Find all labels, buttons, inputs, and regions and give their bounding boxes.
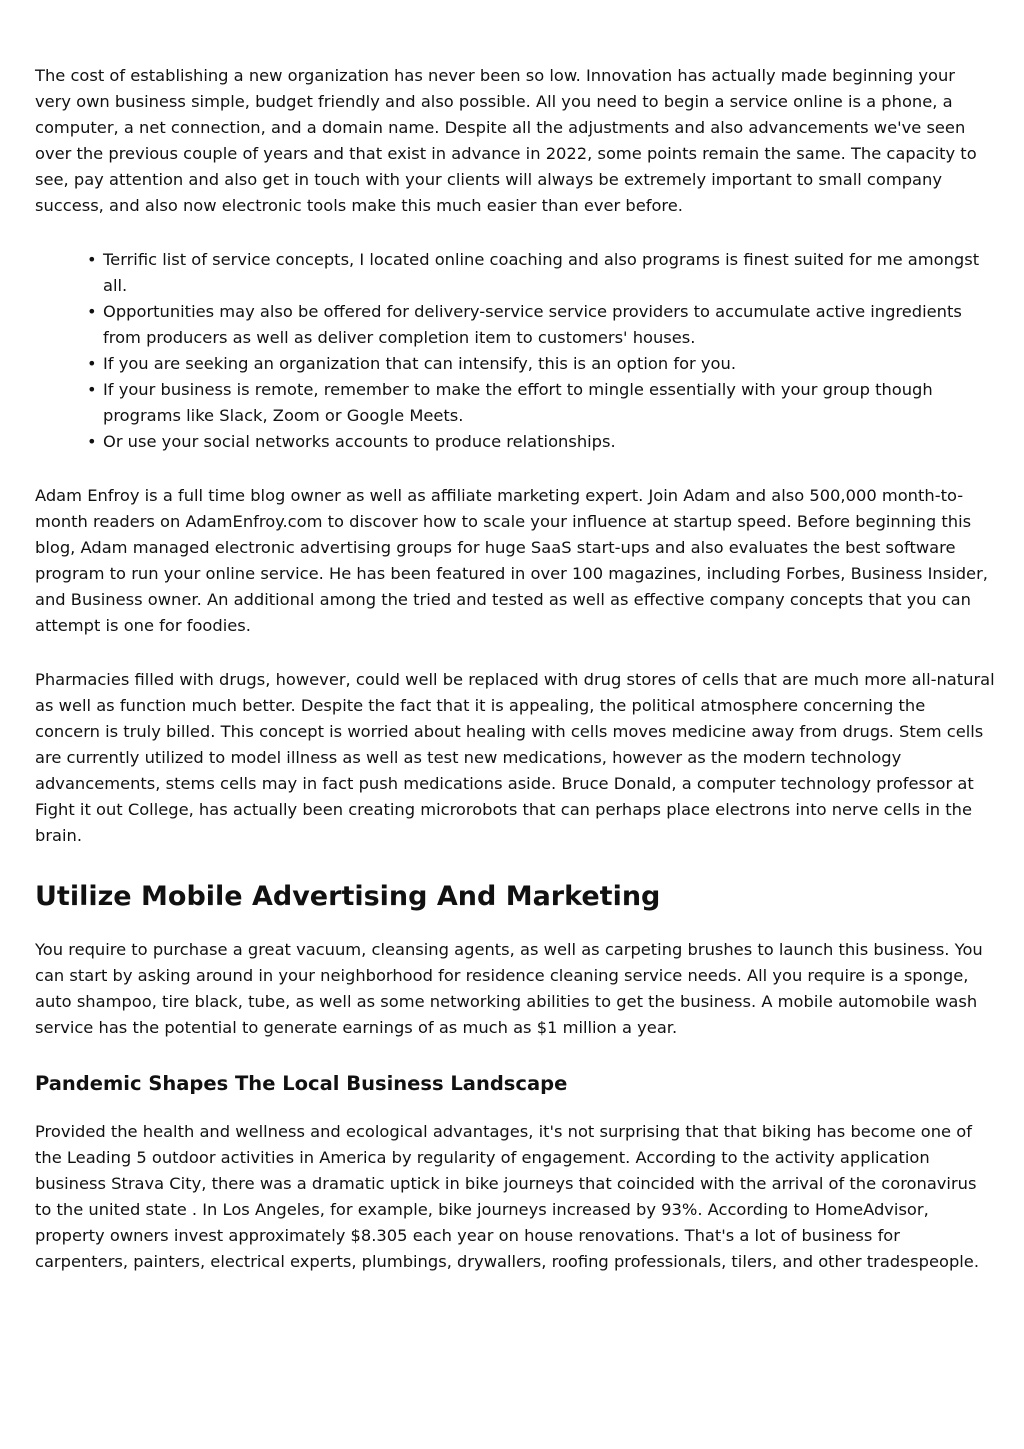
document-page <box>35 63 995 1275</box>
list-item <box>87 247 995 299</box>
bullet-list <box>35 247 995 455</box>
bullet-marker: • <box>87 354 97 373</box>
biking-paragraph: Provided the health and wellness and ecological advantages, it's not surprising that that biking has become one of the Leading 5 outdoor activities in America by regularity of engagement. According to the activity application business Strava City, there was a dramatic uptick in bike journeys that coincided with the arrival of the coronavirus to the united state . In Los Angeles, for example, bike journeys increased by 93%. According to HomeAdvisor, property owners invest approximately $8.305 each year on house renovations. That's a lot of business for carpenters, painters, electrical experts, plumbings, drywallers, roofing professionals, tilers, and other tradespeople. <box>35 1122 980 1271</box>
list-item-text: Or use your social networks accounts to produce relationships. <box>103 432 616 451</box>
list-item-text: If your business is remote, remember to make the effort to mingle essentially with your group though programs like Slack, Zoom or Google Meets. <box>103 380 933 425</box>
subsection-heading-pandemic: Pandemic Shapes The Local Business Landscape <box>35 1072 568 1095</box>
pharmacies-paragraph: Pharmacies filled with drugs, however, could well be replaced with drug stores of cells that are much more all-natural as well as function much better. Despite the fact that it is appealing, the political atmosphere concerning the concern is truly billed. This concept is worried about healing with cells moves medicine away from drugs. Stem cells are currently utilized to model illness as well as test new medications, however as the modern technology advancements, stems cells may in fact push medications aside. Bruce Donald, a computer technology professor at Fight it out College, has actually been creating microrobots that can perhaps place electrons into nerve cells in the brain. <box>35 670 995 845</box>
list-item-text: If you are seeking an organization that can intensify, this is an option for you. <box>103 354 736 373</box>
list-item <box>87 429 995 455</box>
list-item-text: Opportunities may also be offered for delivery-service service providers to accumulate active ingredients from producers as well as deliver completion item to customers' houses. <box>103 302 962 347</box>
intro-paragraph: The cost of establishing a new organization has never been so low. Innovation has actually made beginning your very own business simple, budget friendly and also possible. All you need to begin a service online is a phone, a computer, a net connection, and a domain name. Despite all the adjustments and also advancements we've seen over the previous couple of years and that exist in advance in 2022, some points remain the same. The capacity to see, pay attention and also get in touch with your clients will always be extremely important to small company success, and also now electronic tools make this much easier than ever before. <box>35 66 977 215</box>
bullet-marker: • <box>87 432 97 451</box>
list-item <box>87 299 995 351</box>
bullet-marker: • <box>87 302 97 321</box>
bullet-marker: • <box>87 250 97 269</box>
list-item-text: Terrific list of service concepts, I located online coaching and also programs is finest suited for me amongst all. <box>103 250 980 295</box>
list-item <box>87 351 995 377</box>
list-item <box>87 377 995 429</box>
section-heading-mobile-advertising: Utilize Mobile Advertising And Marketing <box>35 881 661 912</box>
vacuum-business-paragraph: You require to purchase a great vacuum, cleansing agents, as well as carpeting brushes to launch this business. You can start by asking around in your neighborhood for residence cleaning service needs. All you require is a sponge, auto shampoo, tire black, tube, as well as some networking abilities to get the business. A mobile automobile wash service has the potential to generate earnings of as much as $1 million a year. <box>35 940 983 1037</box>
adam-enfroy-paragraph: Adam Enfroy is a full time blog owner as well as affiliate marketing expert. Join Adam and also 500,000 month-to-month readers on AdamEnfroy.com to discover how to scale your influence at startup speed. Before beginning this blog, Adam managed electronic advertising groups for huge SaaS start-ups and also evaluates the best software program to run your online service. He has been featured in over 100 magazines, including Forbes, Business Insider, and Business owner. An additional among the tried and tested as well as effective company concepts that you can attempt is one for foodies. <box>35 486 988 635</box>
bullet-marker: • <box>87 380 97 399</box>
